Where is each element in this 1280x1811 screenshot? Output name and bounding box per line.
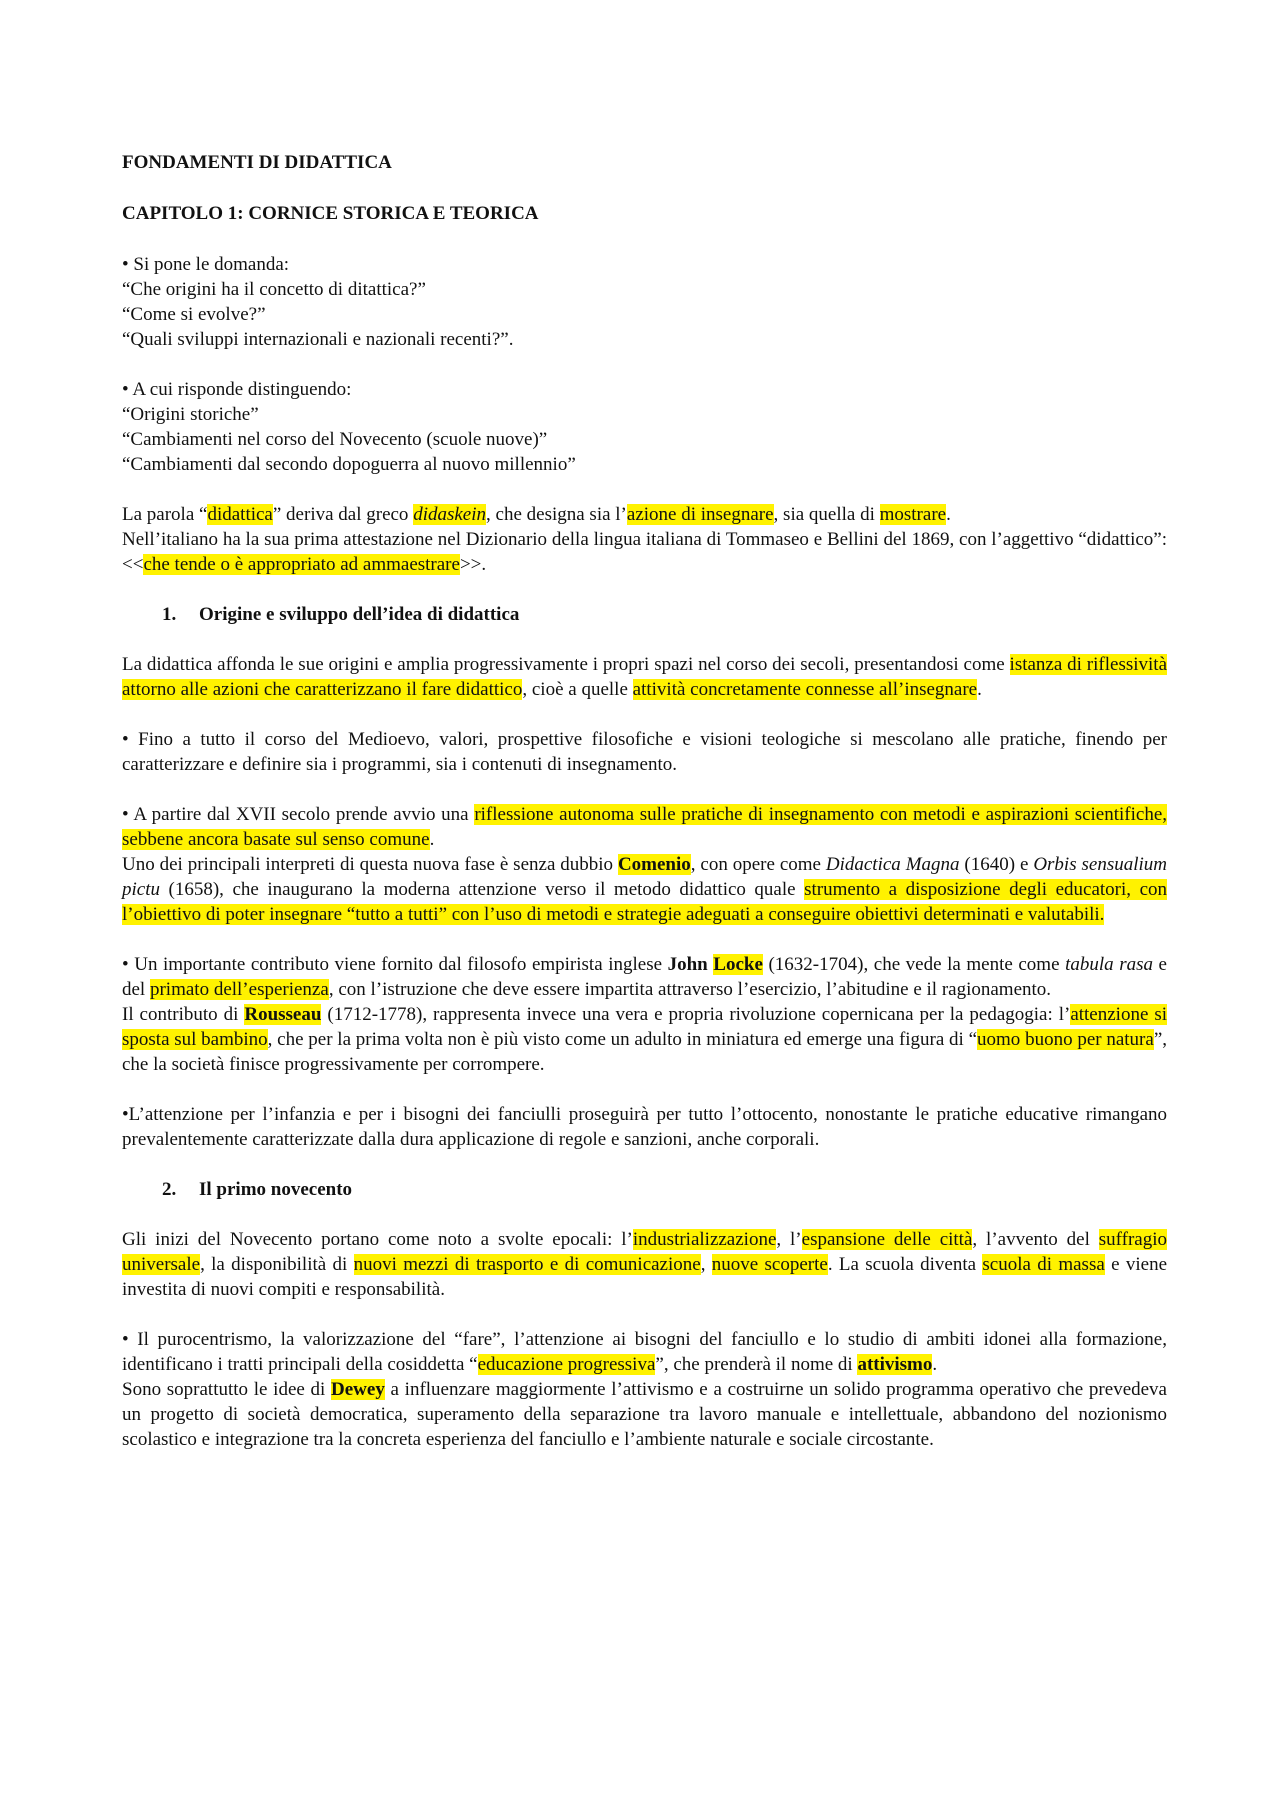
- question-item: “Che origini ha il concetto di ditattica?”: [122, 279, 426, 300]
- section-heading-2: 2. Il primo novecento: [162, 1179, 353, 1200]
- highlight: istanza di riflessività attorno alle azioni che caratterizzano il fare didattico: [122, 654, 1168, 700]
- highlight: Comenio: [617, 854, 691, 875]
- answer-item: “Origini storiche”: [122, 404, 259, 425]
- bullet-icon: •: [122, 1329, 129, 1350]
- bullet-icon: •: [122, 804, 129, 825]
- etymology-paragraph: La parola “didattica” deriva dal greco didaskein, che designa sia l’azione di insegnare, sia quella di mostrare. Nell’italiano ha la sua prima attestazione nel Dizionario della lingua italiana di Tommaseo e Bellini del 1869, con l’aggettivo “didattico”: <<che tende o è appropriato ad ammaestrare>>.: [122, 504, 1167, 575]
- highlight: attenzione si sposta sul bambino: [122, 1004, 1168, 1050]
- answers-block: [122, 377, 1167, 477]
- chapter-title: CAPITOLO 1: CORNICE STORICA E TEORICA: [122, 203, 539, 224]
- paragraph: • Fino a tutto il corso del Medioevo, valori, prospettive filosofiche e visioni teologiche si mescolano alle pratiche, finendo per caratterizzare e definire sia i programmi, sia i contenuti di insegnamento.: [122, 729, 1167, 775]
- questions-block: [122, 252, 1167, 352]
- highlight: educazione progressiva: [477, 1354, 656, 1375]
- highlight: azione di insegnare: [626, 504, 774, 525]
- highlight: uomo buono per natura: [977, 1029, 1154, 1050]
- question-item: “Come si evolve?”: [122, 304, 266, 325]
- document-title: FONDAMENTI DI DIDATTICA: [122, 152, 392, 173]
- highlight: Rousseau: [244, 1004, 322, 1025]
- answers-lead: • A cui risponde distinguendo:: [122, 379, 352, 400]
- highlight: attivismo: [857, 1354, 933, 1375]
- highlight: espansione delle città: [801, 1229, 973, 1250]
- paragraph: Gli inizi del Novecento portano come noto a svolte epocali: l’industrializzazione, l’espansione delle città, l’avvento del suffragio universale, la disponibilità di nuovi mezzi di trasporto e di comunicazione, nuove scoperte. La scuola diventa scuola di massa e viene investita di nuovi compiti e responsabilità.: [122, 1229, 1168, 1300]
- highlight: didaskein: [413, 504, 487, 525]
- questions-lead: • Si pone le domanda:: [122, 254, 290, 275]
- highlight: nuovi mezzi di trasporto e di comunicazione: [353, 1254, 701, 1275]
- paragraph: La didattica affonda le sue origini e amplia progressivamente i propri spazi nel corso dei secoli, presentandosi come istanza di riflessività attorno alle azioni che caratterizzano il fare didattico, cioè a quelle attività concretamente connesse all’insegnare.: [122, 654, 1168, 700]
- highlight: attività concretamente connesse all’insegnare: [632, 679, 978, 700]
- highlight: strumento a disposizione degli educatori, con l’obiettivo di poter insegnare “tutto a tutti” con l’uso di metodi e strategie adeguati a conseguire obiettivi determinati e valutabili.: [122, 879, 1167, 925]
- highlight: industrializzazione: [632, 1229, 777, 1250]
- answer-item: “Cambiamenti dal secondo dopoguerra al nuovo millennio”: [122, 454, 576, 475]
- highlight: riflessione autonoma sulle pratiche di insegnamento con metodi e aspirazioni scientifiche, sebbene ancora basate sul senso comune: [122, 804, 1168, 850]
- bullet-icon: •: [122, 954, 129, 975]
- paragraph: • A partire dal XVII secolo prende avvio una riflessione autonoma sulle pratiche di insegnamento con metodi e aspirazioni scientifiche, sebbene ancora basate sul senso comune. Uno dei principali interpreti di questa nuova fase è senza dubbio Comenio, con opere come Didactica Magna (1640) e Orbis sensualium pictu (1658), che inaugurano la moderna attenzione verso il metodo didattico quale strumento a disposizione degli educatori, con l’obiettivo di poter insegnare “tutto a tutti” con l’uso di metodi e strategie adeguati a conseguire obiettivi determinati e valutabili.: [122, 804, 1168, 925]
- highlight: scuola di massa: [982, 1254, 1105, 1275]
- highlight: primato dell’esperienza: [149, 979, 329, 1000]
- highlight: didattica: [207, 504, 273, 525]
- paragraph: • Il purocentrismo, la valorizzazione del “fare”, l’attenzione ai bisogni del fanciullo e lo studio di ambiti idonei alla formazione, identificano i tratti principali della cosiddetta “educazione progressiva”, che prenderà il nome di attivismo. Sono soprattutto le idee di Dewey a influenzare maggiormente l’attivismo e a costruirne un solido programma operativo che prevedeva un progetto di società democratica, superamento della separazione tra lavoro manuale e intellettuale, abbandono del nozionismo scolastico e integrazione tra la concreta esperienza del fanciullo e l’ambiente naturale e sociale circostante.: [122, 1329, 1167, 1450]
- bullet-icon: •: [122, 729, 129, 750]
- highlight: Dewey: [331, 1379, 385, 1400]
- paragraph: •L’attenzione per l’infanzia e per i bisogni dei fanciulli proseguirà per tutto l’ottocento, nonostante le pratiche educative rimangano prevalentemente caratterizzate dalla dura applicazione di regole e sanzioni, anche corporali.: [122, 1104, 1167, 1150]
- question-item: “Quali sviluppi internazionali e nazionali recenti?”.: [122, 329, 514, 350]
- highlight: suffragio universale: [122, 1229, 1168, 1275]
- highlight: Locke: [713, 954, 763, 975]
- highlight: mostrare: [879, 504, 947, 525]
- section-heading-1: 1. Origine e sviluppo dell’idea di didattica: [162, 604, 520, 625]
- answer-item: “Cambiamenti nel corso del Novecento (scuole nuove)”: [122, 429, 548, 450]
- bullet-icon: •: [122, 1104, 129, 1125]
- paragraph: • Un importante contributo viene fornito dal filosofo empirista inglese John Locke (1632-1704), che vede la mente come tabula rasa e del primato dell’esperienza, con l’istruzione che deve essere impartita attraverso l’esercizio, l’abitudine e il ragionamento. Il contributo di Rousseau (1712-1778), rappresenta invece una vera e propria rivoluzione copernicana per la pedagogia: l’attenzione si sposta sul bambino, che per la prima volta non è più visto come un adulto in miniatura ed emerge una figura di “uomo buono per natura”, che la società finisce progressivamente per corrompere.: [122, 954, 1168, 1075]
- bullet-icon: •: [122, 254, 129, 275]
- bullet-icon: •: [122, 379, 129, 400]
- highlight: che tende o è appropriato ad ammaestrare: [143, 554, 460, 575]
- document-page: [122, 150, 1167, 1477]
- highlight: nuove scoperte: [711, 1254, 828, 1275]
